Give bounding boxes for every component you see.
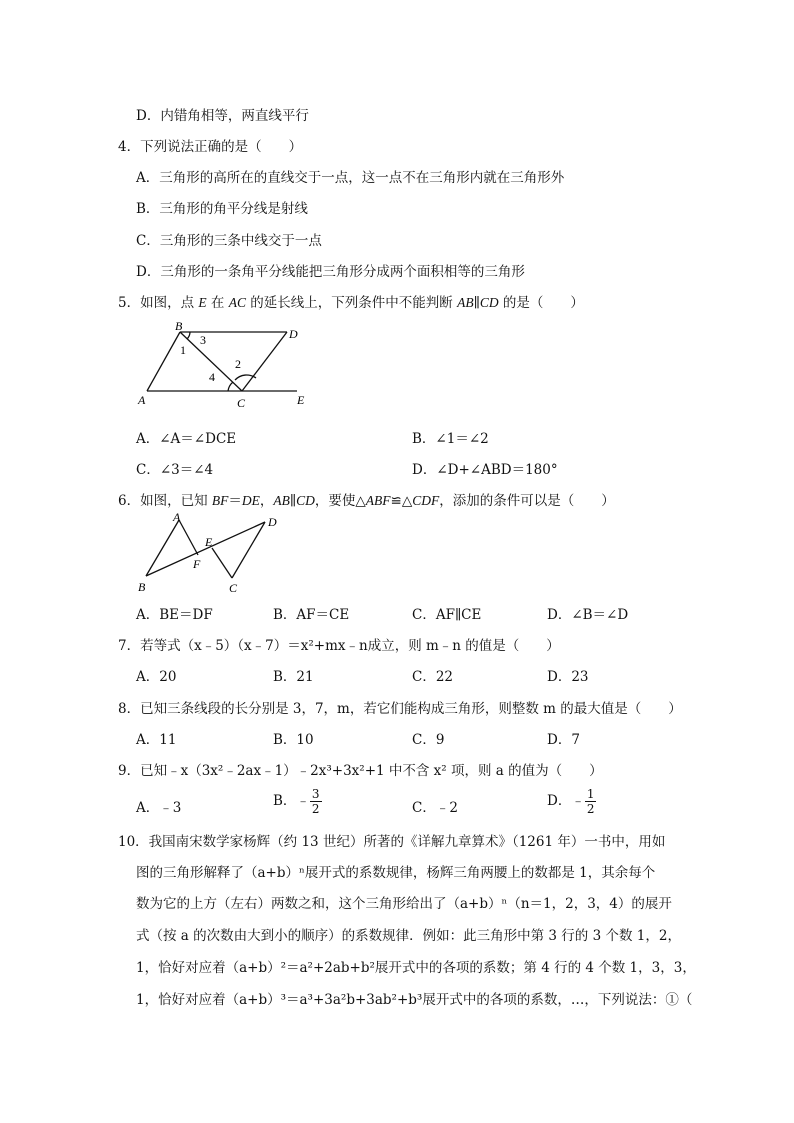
q4-option-a: A．三角形的高所在的直线交于一点，这一点不在三角形内就在三角形外 (136, 170, 565, 186)
q6-var: BF (211, 493, 229, 508)
q3-option-d: D．内错角相等，两直线平行 (136, 108, 309, 124)
q5-option-d: D．∠D+∠ABD＝180° (412, 462, 558, 478)
q9-option-c: C．﹣2 (412, 800, 458, 816)
q8-option-a: A．11 (136, 732, 177, 748)
q10-line-3: 数为它的上方（左右）两数之和，这个三角形给出了（a+b）ⁿ（n＝1，2，3，4）的展开 (136, 896, 672, 912)
q5-option-a: A．∠A＝∠DCE (136, 431, 237, 447)
line-cd (242, 332, 287, 391)
q8-stem: 8．已知三条线段的长分别是 3，7，m，若它们能构成三角形，则整数 m 的最大值是（ ） (118, 701, 682, 717)
q6-var: CDF (412, 493, 440, 508)
q10-line-1: 10．我国南宋数学家杨辉（约 13 世纪）所著的《详解九章算术》（1261 年）一书中，用如 (118, 834, 666, 850)
fraction-denominator: 2 (311, 802, 320, 816)
fraction (585, 787, 597, 816)
label-angle-2: 2 (235, 357, 241, 371)
q9-option-b-label: B．﹣ (273, 793, 310, 809)
line-bd (146, 522, 265, 576)
label-angle-4: 4 (209, 370, 215, 384)
q7-stem: 7．若等式（x﹣5）（x﹣7）＝x²+mx﹣n成立，则 m﹣n 的值是（ ） (118, 638, 560, 654)
label-f: F (193, 557, 201, 571)
label-a: A (173, 510, 181, 524)
q10-line-2: 图的三角形解释了（a+b）ⁿ展开式的系数规律，杨辉三角两腰上的数都是 1，其余每个 (136, 865, 656, 881)
q7-option-d: D．23 (547, 669, 589, 685)
fraction-denominator: 2 (586, 802, 595, 816)
q7-option-a: A．20 (136, 669, 177, 685)
q7-option-c: C．22 (412, 669, 454, 685)
label-d: D (268, 515, 277, 529)
label-e: E (297, 393, 305, 407)
q6-stem-text: ，添加的条件可以是（ ） (439, 493, 615, 509)
label-b: B (138, 580, 146, 594)
label-angle-3: 3 (200, 333, 206, 347)
q8-option-b: B．10 (273, 732, 314, 748)
fraction (310, 787, 322, 816)
q6-stem-text: ，要使△ (314, 493, 366, 509)
label-c: C (237, 396, 246, 410)
q4-stem: 4．下列说法正确的是（ ） (118, 139, 303, 155)
q10-line-5: 1，恰好对应着（a+b）²＝a²+2ab+b²展开式中的各项的系数；第 4 行的 4 个数 1，3，3， (136, 960, 696, 976)
q4-option-b: B．三角形的角平分线是射线 (136, 201, 308, 217)
q6-stem-text: ， (259, 493, 274, 509)
q10-line-6: 1，恰好对应着（a+b）³＝a³+3a²b+3ab²+b³展开式中的各项的系数，…，下列说法：①（ (136, 992, 693, 1008)
line-ba (146, 520, 179, 576)
q6-var: AB∥CD (273, 493, 315, 508)
q5-figure (130, 318, 320, 410)
q6-var: DE (241, 493, 260, 508)
q5-stem-text: 5．如图，点 (118, 295, 199, 311)
label-e: E (205, 535, 213, 549)
q5-option-c: C．∠3＝∠4 (136, 462, 214, 478)
line-dc (232, 522, 265, 578)
q6-stem-text: ＝ (228, 493, 242, 509)
q6-stem-text: ≌△ (390, 493, 413, 509)
q5-stem (118, 291, 584, 311)
angle-arc-4 (228, 382, 233, 391)
line-af (179, 520, 198, 555)
q9-option-d-label: D．﹣ (547, 793, 585, 809)
q6-option-c: C．AF∥CE (412, 607, 482, 623)
line-ce (212, 548, 232, 578)
q10-line-4: 式（按 a 的次数由大到小的顺序）的系数规律．例如：此三角形中第 3 行的 3 个数 1，2， (136, 928, 681, 944)
q6-var: ABF (365, 493, 391, 508)
angle-arc-3 (187, 332, 190, 339)
q8-option-c: C．9 (412, 732, 445, 748)
label-angle-1: 1 (180, 343, 186, 357)
q9-option-b (273, 787, 322, 816)
q4-option-d: D．三角形的一条角平分线能把三角形分成两个面积相等的三角形 (136, 264, 525, 280)
q5-option-b: B．∠1＝∠2 (412, 431, 489, 447)
q6-stem (118, 489, 615, 509)
q8-option-d: D．7 (547, 732, 580, 748)
q6-stem-text: 6．如图，已知 (118, 493, 212, 509)
q9-option-d (547, 787, 596, 816)
q9-stem: 9．已知﹣x（3x²﹣2ax﹣1）﹣2x³+3x²+1 中不含 x² 项，则 a 的值为（ ） (118, 763, 603, 779)
fraction-numerator: 3 (311, 787, 320, 801)
line-ab (147, 332, 180, 391)
q9-option-a: A．﹣3 (136, 800, 182, 816)
q4-option-c: C．三角形的三条中线交于一点 (136, 233, 322, 249)
q6-option-d: D．∠B＝∠D (547, 607, 629, 623)
label-c: C (229, 581, 238, 595)
fraction-numerator: 1 (586, 787, 595, 801)
q6-option-b: B．AF＝CE (273, 607, 350, 623)
q5-stem-text: 的是（ ） (498, 295, 584, 311)
q5-var: E (198, 295, 207, 310)
q6-figure (130, 508, 290, 598)
q5-var: AB∥CD (457, 295, 499, 310)
label-b: B (175, 319, 183, 333)
label-d: D (289, 327, 298, 341)
q6-option-a: A．BE＝DF (136, 607, 213, 623)
label-a: A (138, 393, 146, 407)
q5-stem-text: 在 (206, 295, 229, 311)
q5-var: AC (228, 295, 246, 310)
q7-option-b: B．21 (273, 669, 314, 685)
q5-stem-text: 的延长线上，下列条件中不能判断 (246, 295, 458, 311)
